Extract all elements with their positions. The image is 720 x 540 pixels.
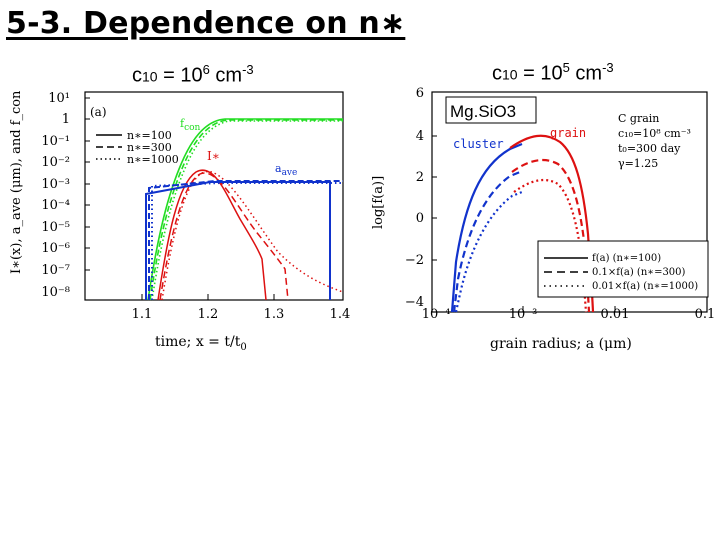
left-xtick: 1.4	[329, 307, 351, 322]
cluster-label: cluster	[453, 137, 504, 151]
info-line: c₁₀=10⁸ cm⁻³	[618, 127, 691, 140]
cluster-curve-dashed	[454, 172, 520, 312]
right-y-ticks	[405, 86, 424, 310]
material-label: Mg.SiO3	[450, 102, 517, 121]
left-figure	[0, 84, 360, 364]
istar-label: I∗	[207, 149, 220, 163]
left-ytick: 10¹	[48, 91, 70, 106]
right-ytick: 6	[415, 86, 424, 101]
right-xtick: 10⁻³	[508, 307, 538, 322]
info-line: γ=1.25	[618, 157, 659, 170]
left-x-ticks	[132, 307, 351, 322]
fcon-curves	[148, 119, 343, 300]
cluster-curves	[452, 144, 522, 312]
left-ytick: 10⁻⁶	[41, 241, 70, 256]
legend-entry: n∗=100	[127, 129, 172, 142]
left-ytick: 10⁻⁷	[41, 263, 70, 278]
right-info	[618, 112, 691, 170]
right-caption: $c10 = 10^5$ $cm^{-3}$	[492, 60, 614, 85]
left-ytick: 10⁻³	[41, 177, 70, 192]
left-ytick: 10⁻⁵	[41, 220, 70, 235]
left-plot-frame	[85, 92, 343, 300]
right-ytick: −4	[404, 295, 424, 310]
left-ylabel: I∗(x), a_ave (μm), and f_con	[9, 90, 24, 274]
left-panel-label: (a)	[90, 105, 107, 119]
right-xtick: 0.01	[600, 307, 630, 322]
left-ytick: 10⁻⁴	[41, 198, 70, 213]
left-ytick: 10⁻¹	[41, 134, 70, 149]
left-xtick: 1.3	[263, 307, 285, 322]
info-line: C grain	[618, 112, 660, 125]
legend-entry: 0.1×f(a) (n∗=300)	[592, 267, 686, 278]
left-xtick: 1.1	[131, 307, 153, 322]
left-ytick: 1	[61, 112, 70, 127]
right-ytick: 0	[415, 211, 424, 226]
legend-entry: 0.01×f(a) (n∗=1000)	[592, 281, 699, 292]
fcon-curve-solid	[148, 119, 343, 300]
right-xtick: 0.1	[694, 307, 716, 322]
right-ytick: 4	[415, 129, 424, 144]
left-ytick: 10⁻⁸	[41, 285, 70, 300]
left-y-ticks	[41, 91, 70, 300]
left-legend	[96, 129, 179, 166]
right-xlabel: grain radius; a (μm)	[490, 336, 632, 352]
left-ytick: 10⁻²	[41, 155, 70, 170]
right-ytick: 2	[415, 170, 424, 185]
fcon-label: $f_{con}$	[180, 117, 201, 133]
aave-curve-dotted	[152, 183, 343, 300]
left-caption: $c10 = 10^6$ $cm^{-3}$	[132, 62, 254, 87]
legend-entry: n∗=300	[127, 141, 172, 154]
slide-title: 5-3. Dependence on n∗	[6, 6, 406, 41]
aave-curves	[146, 181, 343, 300]
aave-label: $a_{ave}$	[275, 162, 298, 178]
left-xlabel: time; $x = t/t_0$	[155, 334, 247, 353]
info-line: t₀=300 day	[618, 142, 681, 155]
istar-curve-dashed	[160, 173, 288, 300]
cluster-curve-dotted	[456, 192, 522, 312]
aave-curve-dashed	[149, 181, 343, 300]
istar-curve-dotted	[162, 171, 343, 300]
right-ylabel: log[f(a)]	[371, 175, 386, 229]
legend-entry: f(a) (n∗=100)	[592, 253, 662, 264]
right-ytick: −2	[404, 253, 424, 268]
left-xtick: 1.2	[197, 307, 219, 322]
grain-label: grain	[550, 126, 587, 140]
right-xtick: 10⁻⁴	[421, 307, 451, 322]
right-figure	[360, 84, 720, 364]
right-x-ticks	[422, 307, 716, 322]
istar-curves	[158, 170, 343, 300]
legend-entry: n∗=1000	[127, 153, 179, 166]
